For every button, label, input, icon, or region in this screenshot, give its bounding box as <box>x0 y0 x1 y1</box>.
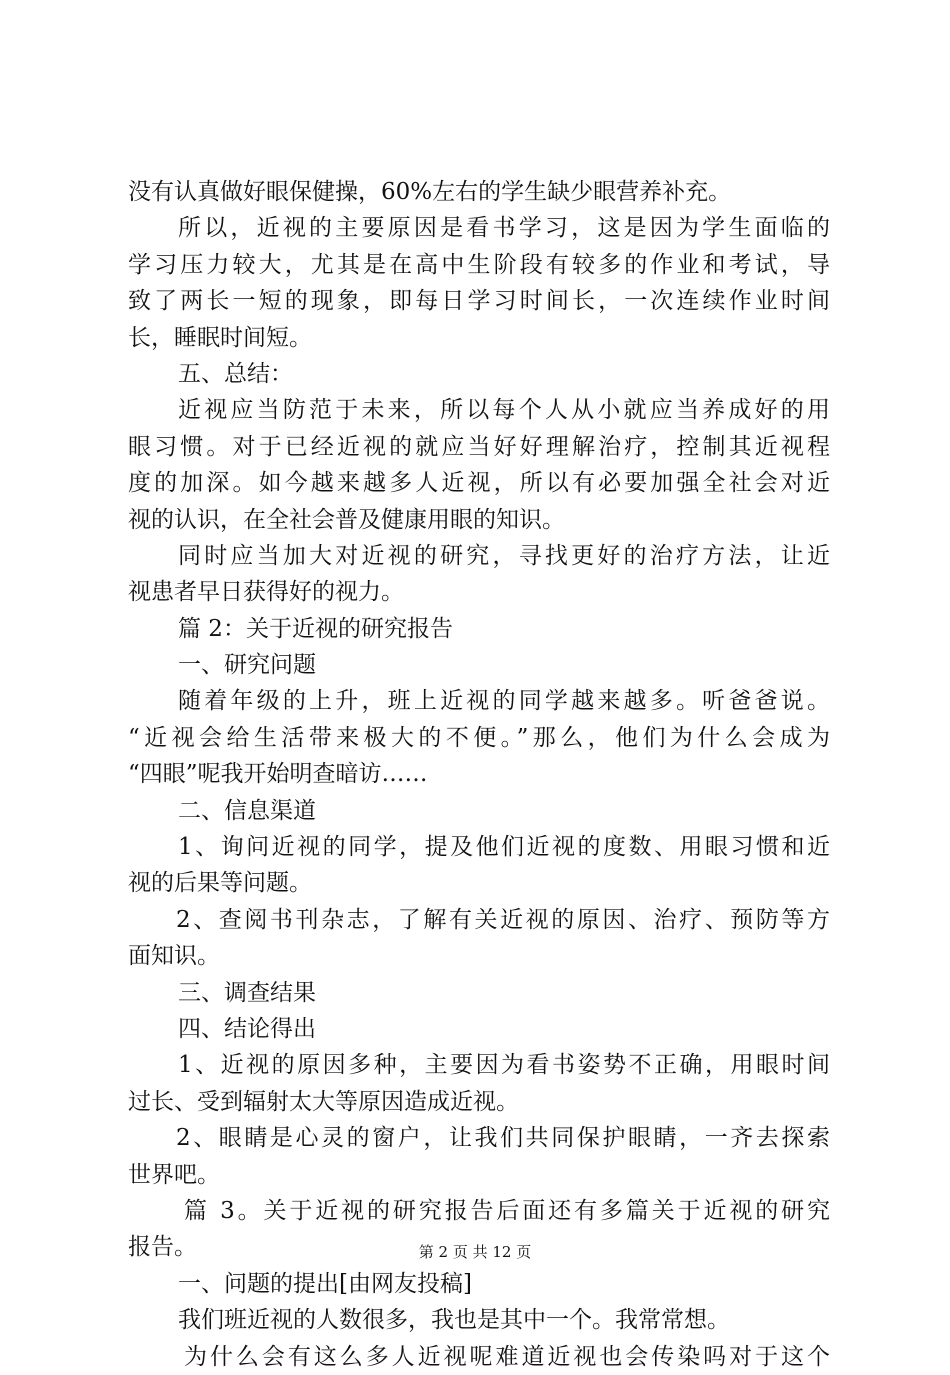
text-line: 长，睡眠时间短。 <box>128 324 312 351</box>
text-line: 视的认识，在全社会普及健康用眼的知识。 <box>128 506 565 533</box>
text-line: 篇 2：关于近视的研究报告 <box>178 615 453 642</box>
text-line: 世界吧。 <box>128 1161 220 1188</box>
text-line: 2、眼睛是心灵的窗户，让我们共同保护眼睛，一齐去探索 <box>176 1125 830 1152</box>
text-line: 随着年级的上升，班上近视的同学越来越多。听爸爸说。 <box>178 688 830 715</box>
text-line: 过长、受到辐射太大等原因造成近视。 <box>128 1088 519 1115</box>
text-line: 学习压力较大，尤其是在高中生阶段有较多的作业和考试，导 <box>128 251 830 278</box>
text-line: 一、研究问题 <box>178 652 316 679</box>
page-footer: 第 2 页 共 12 页 <box>418 1243 532 1261</box>
text-line: 二、信息渠道 <box>178 797 316 824</box>
text-line: 面知识。 <box>128 943 220 970</box>
text-line: “近视会给生活带来极大的不便。”那么，他们为什么会成为 <box>128 724 830 751</box>
text-line: “四眼”呢我开始明查暗访…… <box>128 761 428 788</box>
text-line: 篇 3。关于近视的研究报告后面还有多篇关于近视的研究 <box>184 1197 830 1224</box>
text-line: 三、调查结果 <box>178 979 316 1006</box>
text-line: 1、近视的原因多种，主要因为看书姿势不正确，用眼时间 <box>178 1052 830 1079</box>
text-line: 报告。 <box>128 1234 197 1261</box>
text-line: 同时应当加大对近视的研究，寻找更好的治疗方法，让近 <box>178 542 830 569</box>
text-line: 度的加深。如今越来越多人近视，所以有必要加强全社会对近 <box>128 470 830 497</box>
text-line: 为什么会有这么多人近视呢难道近视也会传染吗对于这个 <box>184 1343 830 1370</box>
text-line: 四、结论得出 <box>178 1015 316 1042</box>
text-line: 视的后果等问题。 <box>128 870 312 897</box>
text-line: 2、查阅书刊杂志，了解有关近视的原因、治疗、预防等方 <box>176 906 830 933</box>
text-line: 所以，近视的主要原因是看书学习，这是因为学生面临的 <box>178 215 830 242</box>
text-line: 眼习惯。对于已经近视的就应当好好理解治疗，控制其近视程 <box>128 433 830 460</box>
text-line: 没有认真做好眼保健操，60%左右的学生缺少眼营养补充。 <box>128 179 732 205</box>
text-line: 我们班近视的人数很多，我也是其中一个。我常常想。 <box>178 1307 730 1334</box>
document-body <box>128 174 830 1375</box>
text-line: 近视应当防范于未来，所以每个人从小就应当养成好的用 <box>178 397 830 424</box>
text-line: 视患者早日获得好的视力。 <box>128 579 404 606</box>
text-line: 1、询问近视的同学，提及他们近视的度数、用眼习惯和近 <box>178 834 830 861</box>
text-line: 致了两长一短的现象，即每日学习时间长，一次连续作业时间 <box>128 288 830 315</box>
text-line: 五、总结： <box>178 360 293 387</box>
text-line: 一、问题的提出[由网友投稿] <box>178 1270 472 1297</box>
